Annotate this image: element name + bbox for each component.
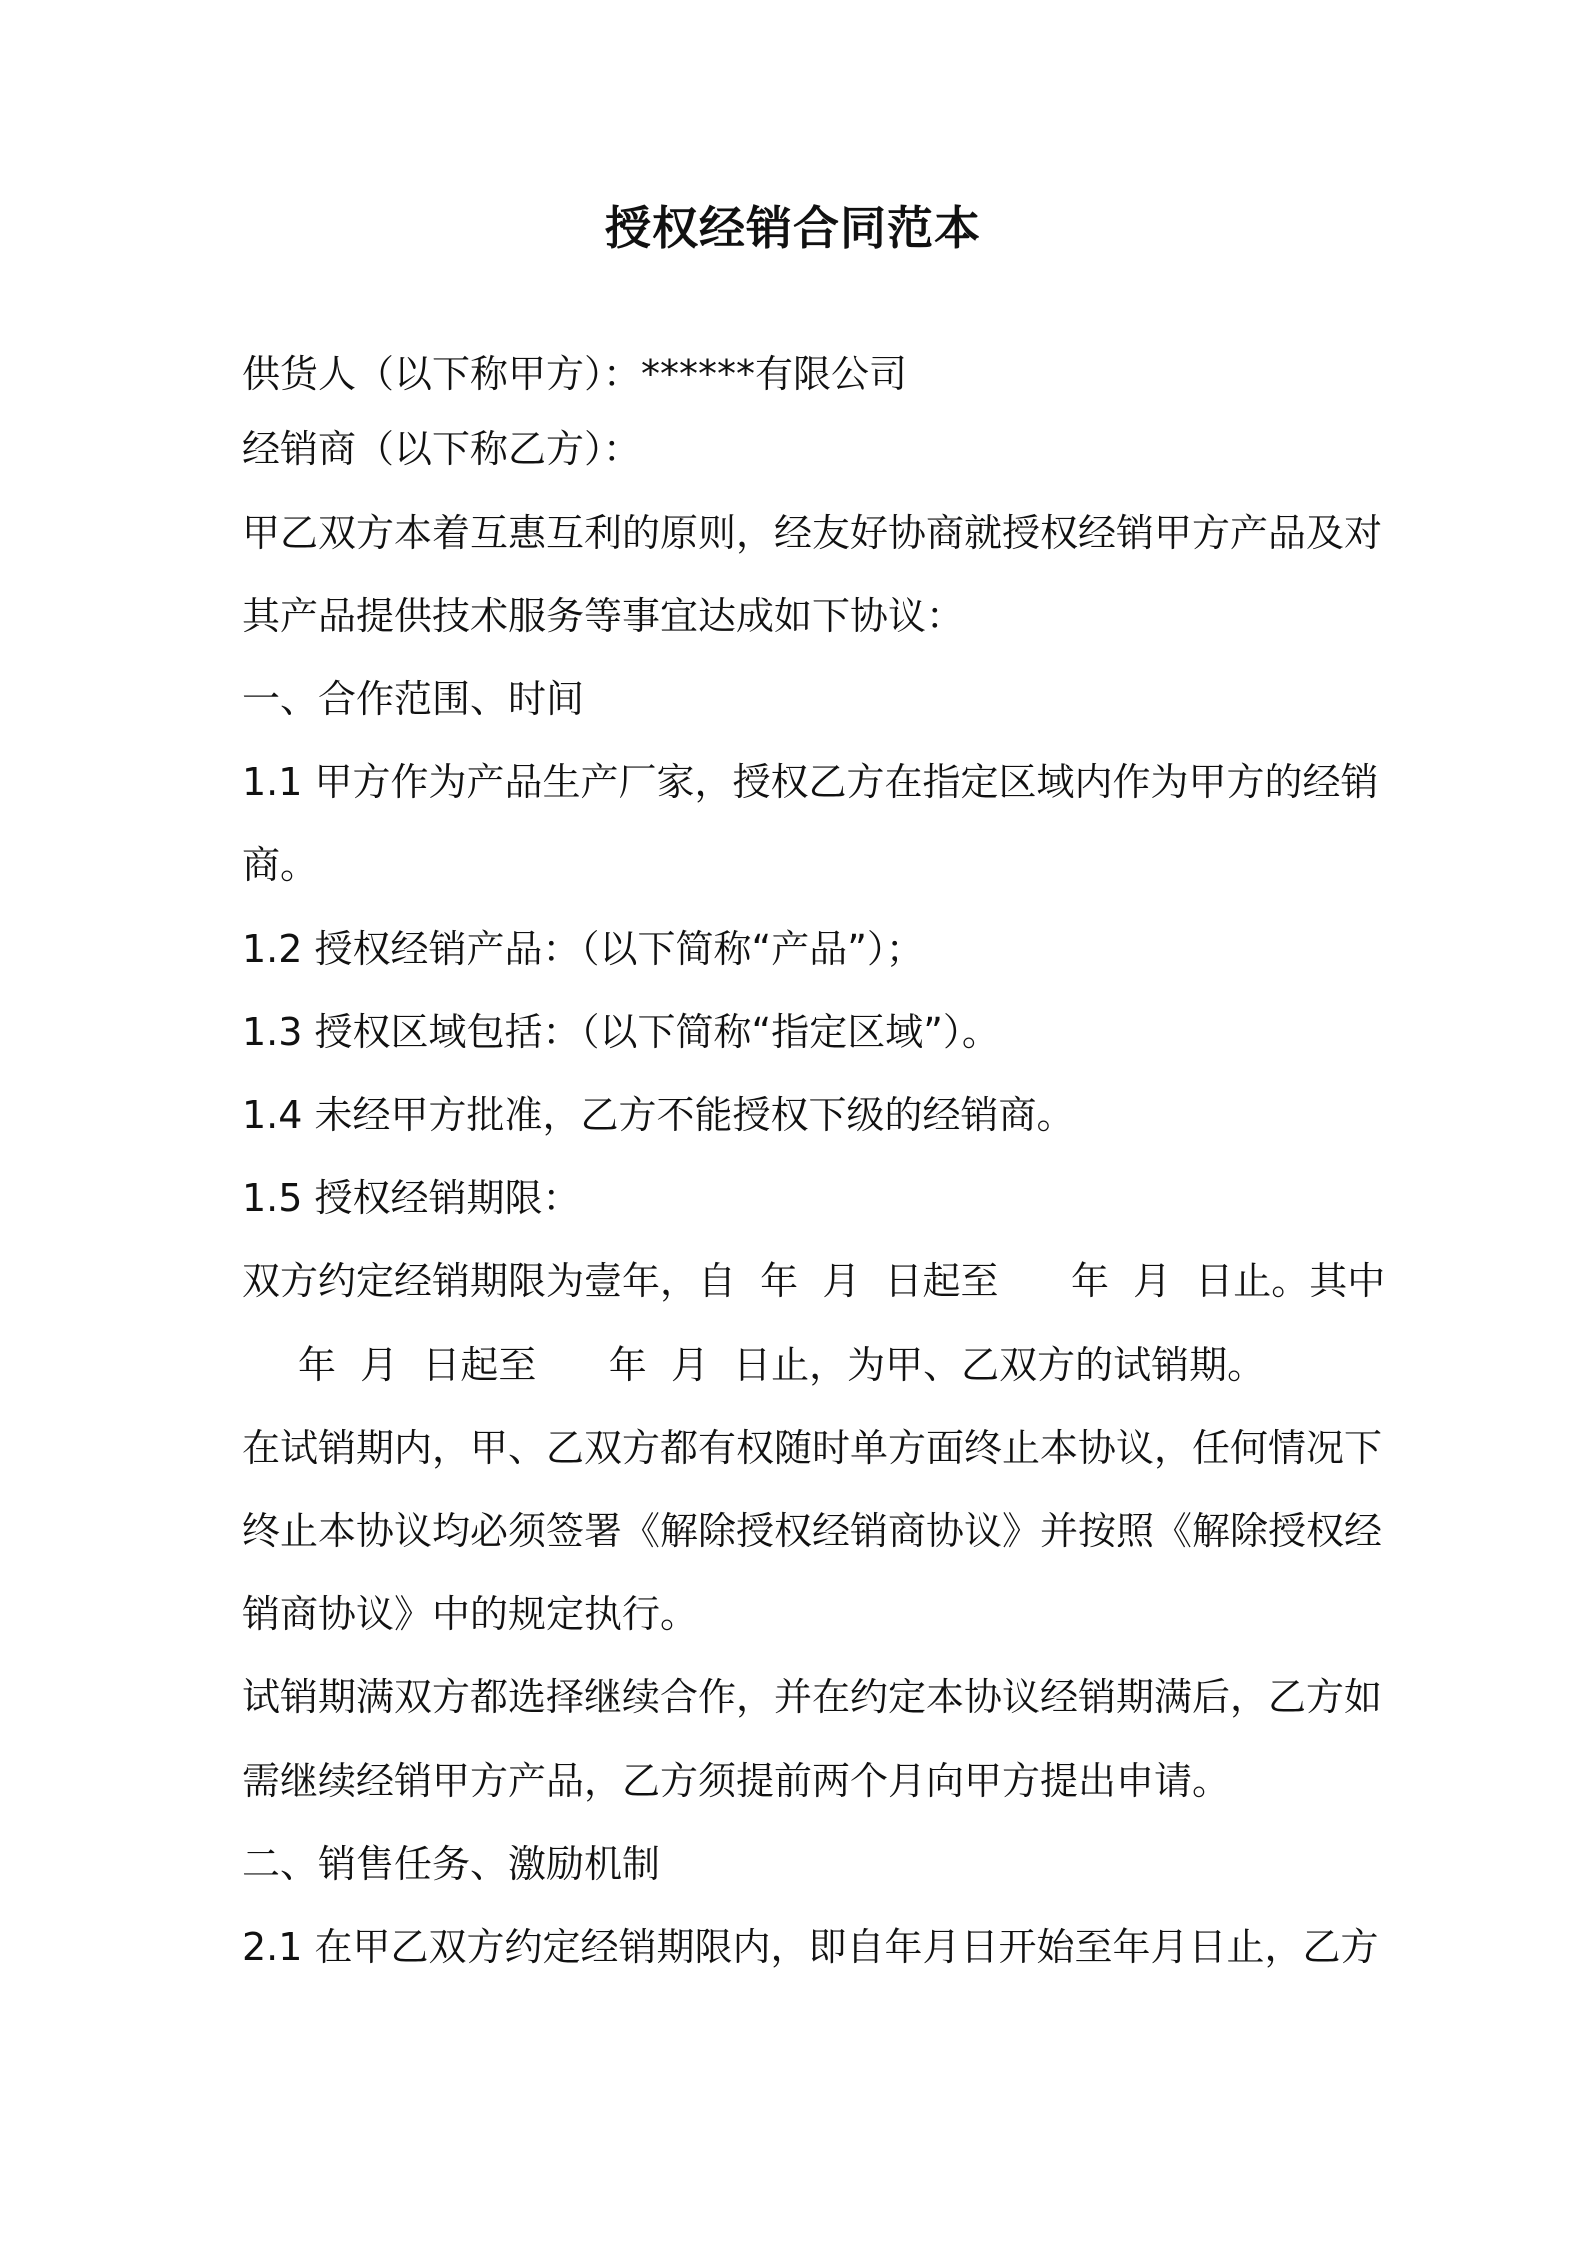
- preamble-line-1: 甲乙双方本着互惠互利的原则，经友好协商就授权经销甲方产品及对: [242, 511, 1383, 555]
- clause-1-5: 1.5 授权经销期限：: [242, 1176, 581, 1220]
- clause-1-2: 1.2 授权经销产品：（以下简称“产品”）；: [242, 927, 924, 971]
- section-heading-1: 一、合作范围、时间: [242, 677, 585, 721]
- clause-1-4: 1.4 未经甲方批准，乙方不能授权下级的经销商。: [242, 1093, 1075, 1137]
- renewal-line-1: 试销期满双方都选择继续合作，并在约定本协议经销期满后，乙方如: [242, 1675, 1383, 1719]
- clause-1-1-line-1: 1.1 甲方作为产品生产厂家，授权乙方在指定区域内作为甲方的经销: [242, 760, 1379, 804]
- trial-line-2: 终止本协议均必须签署《解除授权经销商协议》并按照《解除授权经: [242, 1509, 1383, 1553]
- renewal-line-2: 需继续经销甲方产品，乙方须提前两个月向甲方提出申请。: [242, 1759, 1231, 1803]
- supplier-line: 供货人（以下称甲方）：******有限公司: [242, 352, 908, 396]
- term-line-1: 双方约定经销期限为壹年，自 年 月 日起至 年 月 日止。其中: [242, 1259, 1386, 1303]
- trial-line-1: 在试销期内，甲、乙双方都有权随时单方面终止本协议，任何情况下: [242, 1426, 1383, 1470]
- clause-2-1-line-1: 2.1 在甲乙双方约定经销期限内，即自年月日开始至年月日止，乙方: [242, 1925, 1379, 1969]
- trial-line-3: 销商协议》中的规定执行。: [242, 1592, 699, 1636]
- term-line-2: 年 月 日起至 年 月 日止，为甲、乙双方的试销期。: [298, 1343, 1266, 1387]
- preamble-line-2: 其产品提供技术服务等事宜达成如下协议：: [242, 594, 965, 638]
- document-title: 授权经销合同范本: [605, 201, 981, 255]
- section-heading-2: 二、销售任务、激励机制: [242, 1842, 661, 1886]
- distributor-line: 经销商（以下称乙方）：: [242, 427, 642, 471]
- clause-1-1-line-2: 商。: [242, 843, 319, 887]
- clause-1-3: 1.3 授权区域包括：（以下简称“指定区域”）。: [242, 1010, 1000, 1054]
